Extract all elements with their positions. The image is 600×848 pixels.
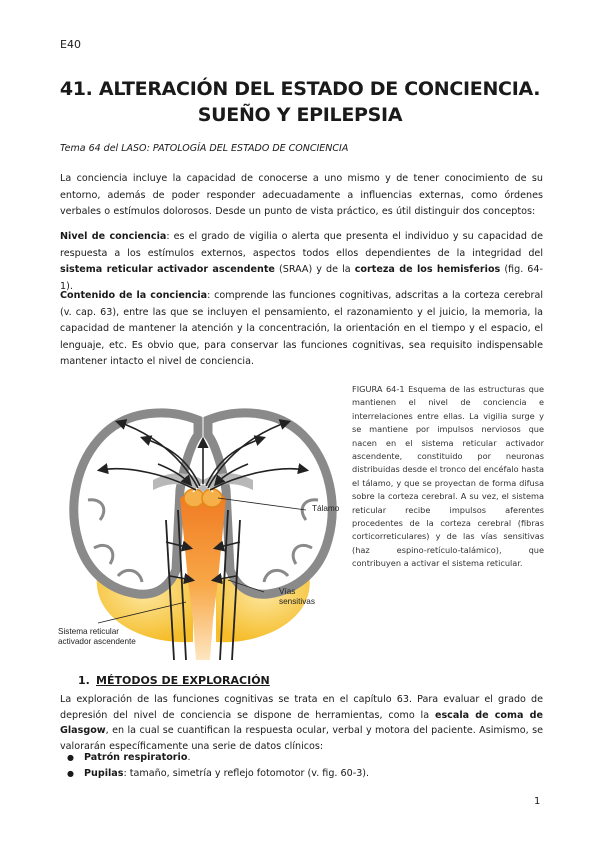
label-vias-line2: sensitivas [279, 597, 315, 606]
left-hemisphere [74, 413, 198, 594]
nivel-term: Nivel de conciencia [60, 231, 167, 242]
figure-caption: FIGURA 64-1 Esquema de las estructuras que mantienen el nivel de conciencia e interrelaciones entre ellas. La vigilia surge y se mantiene por impulsos nerviosos que nacen en el sistema reticular activador ascendente, constituido por neuronas distribuidas desde el tronco del encéfalo hasta el tálamo, y que se proyectan de forma difusa sobre la corteza cerebral. A su vez, el sistema reticular recibe impulsos aferentes procedentes de la corteza cerebral (fibras corticorreticulares) y de las vías sensitivas (haz espino-retículo-talámico), que contribuyen a activar el sistema reticular. [352, 384, 544, 569]
metodos-text-1: La exploración de las funciones cognitivas se trata en el capítulo 63. Para evaluar el grado de depresión del nivel de conciencia se dispone de herramientas, como la [60, 694, 543, 721]
clinical-data-list [60, 750, 543, 781]
title-line-2: SUEÑO Y EPILEPSIA [197, 104, 403, 126]
brain-diagram-svg [58, 380, 348, 660]
page-number: 1 [534, 796, 541, 807]
nivel-text-2: (SRAA) y de la [274, 264, 355, 275]
metodos-paragraph [60, 692, 543, 754]
section-number: 1. [78, 674, 90, 687]
label-talamo: Tálamo [312, 504, 340, 513]
bullet-text: . [187, 752, 191, 763]
label-vias-sensitivas [279, 587, 315, 607]
contenido-text: : comprende las funciones cognitivas, adscritas a la corteza cerebral (v. cap. 63), entre las que se incluyen el pensamiento, el razonamiento y el juicio, la memoria, la capacidad de mantener la atención y la concentración, la orientación en el tiempo y el espacio, el lenguaje, etc. Es obvio que, para conservar las funciones cognitivas, sea requisito indispensable mantener intacto el nivel de conciencia. [60, 290, 544, 367]
metodos-bold-glasgow: escala de coma de Glasgow [60, 709, 543, 736]
label-sistema-reticular [58, 627, 136, 647]
section-title: MÉTODOS DE EXPLORACIÓN [96, 674, 270, 687]
list-item [60, 750, 543, 766]
metodos-text-2: , en la cual se cuantifican la respuesta ocular, verbal y motora del paciente. Asimismo, se valorarán específicamente una serie de datos clínicos: [60, 725, 543, 752]
list-item [60, 766, 543, 782]
contenido-term: Contenido de la conciencia [60, 290, 208, 301]
nivel-bold-srra: sistema reticular activador ascendente [60, 264, 275, 275]
document-code: E40 [60, 38, 81, 51]
contenido-paragraph [60, 288, 543, 371]
intro-paragraph: La conciencia incluye la capacidad de conocerse a uno mismo y de tener conocimiento de su entorno, además de poder responder adecuadamente a influencias externas, como órdenes verbales o estímulos dolorosos. Desde un punto de vista práctico, es útil distinguir dos conceptos: [60, 173, 543, 217]
nivel-paragraph [60, 229, 543, 295]
bullet-bold: Patrón respiratorio [84, 752, 188, 763]
section-heading-metodos [78, 674, 270, 687]
page-subtitle: Tema 64 del LASO: PATOLOGÍA DEL ESTADO DE CONCIENCIA [60, 143, 349, 154]
bullet-text: : tamaño, simetría y reflejo fotomotor (v. fig. 60-3). [123, 767, 370, 779]
nivel-text-1: : es el grado de vigilia o alerta que presenta el individuo y su capacidad de respuesta a los estímulos externos, aspectos todos ellos dependientes de la integridad del [60, 231, 543, 259]
label-sistema-line1: Sistema reticular [58, 627, 119, 636]
label-sistema-line2: activador ascendente [58, 637, 136, 646]
nivel-text-3: (fig. 64-1). [60, 264, 543, 292]
label-vias-line1: Vías [279, 587, 296, 596]
bullet-bold: Pupilas [84, 767, 124, 779]
figure-brain-diagram [58, 380, 348, 660]
page-title [40, 76, 560, 128]
title-line-1: 41. ALTERACIÓN DEL ESTADO DE CONCIENCIA. [59, 78, 541, 100]
nivel-bold-corteza: corteza de los hemisferios [354, 264, 501, 275]
